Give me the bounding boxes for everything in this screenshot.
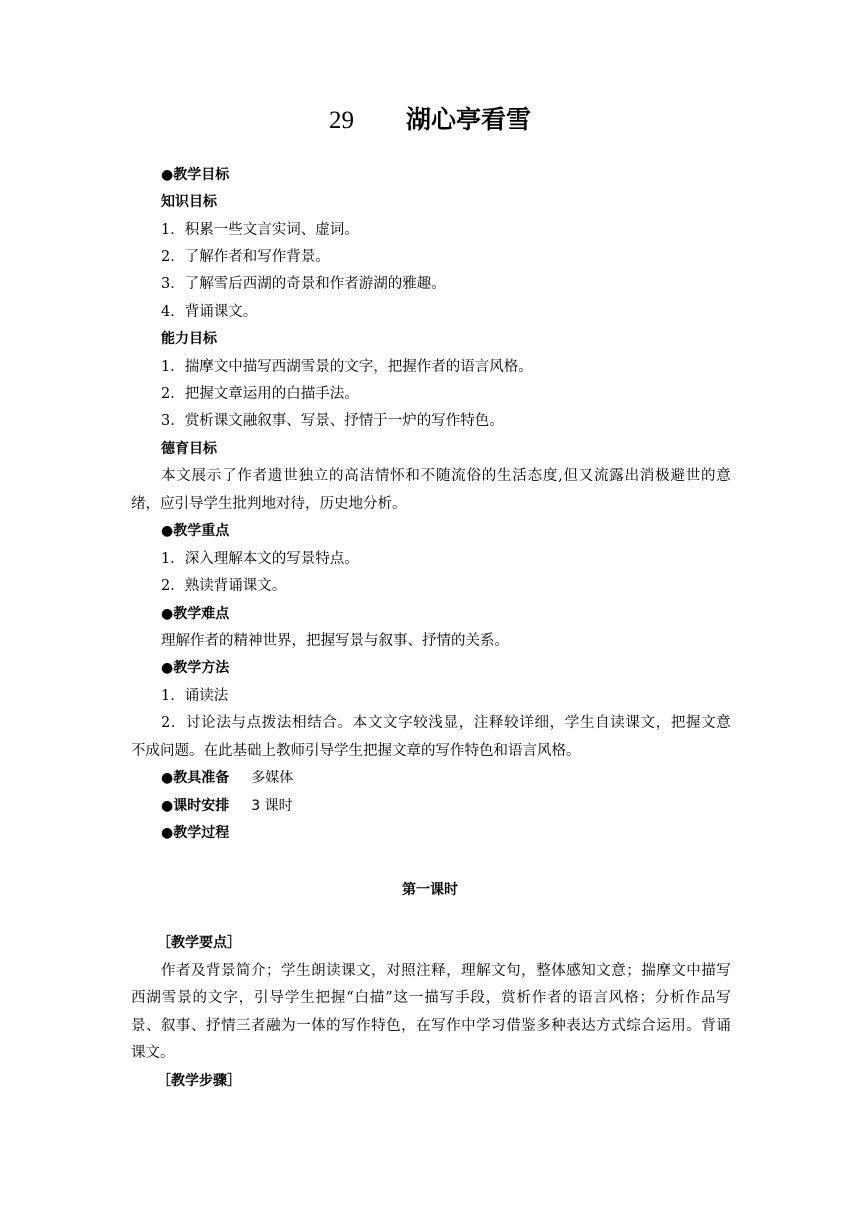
moral-goals-heading: 德育目标 bbox=[161, 441, 217, 457]
schedule-heading: ●课时安排 bbox=[161, 798, 230, 814]
key-point-item: 1．深入理解本文的写景特点。 bbox=[161, 551, 359, 567]
lesson1-points-line: 课文。 bbox=[131, 1045, 175, 1061]
ability-goals-heading: 能力目标 bbox=[161, 331, 217, 347]
ability-goal-item: 3．赏析课文融叙事、写景、抒情于一炉的写作特色。 bbox=[161, 413, 504, 429]
moral-goals-text-line: 本文展示了作者遗世独立的高洁情怀和不随流俗的生活态度,但又流露出消极避世的意 bbox=[161, 468, 731, 484]
equipment-row bbox=[161, 768, 761, 788]
knowledge-goal-item: 2．了解作者和写作背景。 bbox=[161, 249, 330, 265]
lesson1-points-line: 作者及背景简介；学生朗读课文，对照注释，理解文句，整体感知文意；揣摩文中描写 bbox=[161, 963, 731, 979]
knowledge-goal-item: 1．积累一些文言实词、虚词。 bbox=[161, 222, 359, 238]
lesson1-points-line: 景、叙事、抒情三者融为一体的写作特色，在写作中学习借鉴多种表达方式综合运用。背诵 bbox=[131, 1018, 731, 1034]
equipment-value: 多媒体 bbox=[251, 770, 294, 786]
lesson1-title: 第一课时 bbox=[402, 882, 458, 898]
schedule-value: 3 课时 bbox=[251, 798, 293, 814]
key-point-item: 2．熟读背诵课文。 bbox=[161, 578, 287, 594]
lesson-title bbox=[0, 100, 860, 136]
goals-heading: ●教学目标 bbox=[161, 167, 230, 183]
ability-goal-item: 1．揣摩文中描写西湖雪景的文字，把握作者的语言风格。 bbox=[161, 359, 533, 375]
lesson1-points-line: 西湖雪景的文字，引导学生把握“白描”这一描写手段，赏析作者的语言风格；分析作品写 bbox=[131, 990, 731, 1006]
lesson1-steps-heading: ［教学步骤］ bbox=[157, 1073, 241, 1089]
knowledge-goal-item: 4．背诵课文。 bbox=[161, 304, 258, 320]
equipment-heading: ●教具准备 bbox=[161, 770, 230, 786]
knowledge-goal-item: 3．了解雪后西湖的奇景和作者游湖的雅趣。 bbox=[161, 276, 446, 292]
difficulty-text: 理解作者的精神世界，把握写景与叙事、抒情的关系。 bbox=[161, 633, 509, 649]
ability-goal-item: 2．把握文章运用的白描手法。 bbox=[161, 386, 359, 402]
key-points-heading: ●教学重点 bbox=[161, 523, 230, 539]
knowledge-goals-heading: 知识目标 bbox=[161, 194, 217, 210]
method-item-line: 2．讨论法与点拨法相结合。本文文字较浅显，注释较详细，学生自读课文，把握文意 bbox=[161, 715, 731, 731]
method-item: 1．诵读法 bbox=[161, 688, 229, 704]
methods-heading: ●教学方法 bbox=[161, 660, 230, 676]
lesson-title-text: 湖心亭看雪 bbox=[405, 105, 531, 134]
moral-goals-text-line: 绪，应引导学生批判地对待，历史地分析。 bbox=[131, 496, 407, 512]
schedule-row bbox=[161, 796, 761, 816]
lesson-number: 29 bbox=[328, 107, 354, 134]
difficulty-heading: ●教学难点 bbox=[161, 606, 230, 622]
method-item-line: 不成问题。在此基础上教师引导学生把握文章的写作特色和语言风格。 bbox=[131, 743, 581, 759]
process-heading: ●教学过程 bbox=[161, 825, 230, 841]
lesson1-points-heading: ［教学要点］ bbox=[157, 935, 241, 951]
